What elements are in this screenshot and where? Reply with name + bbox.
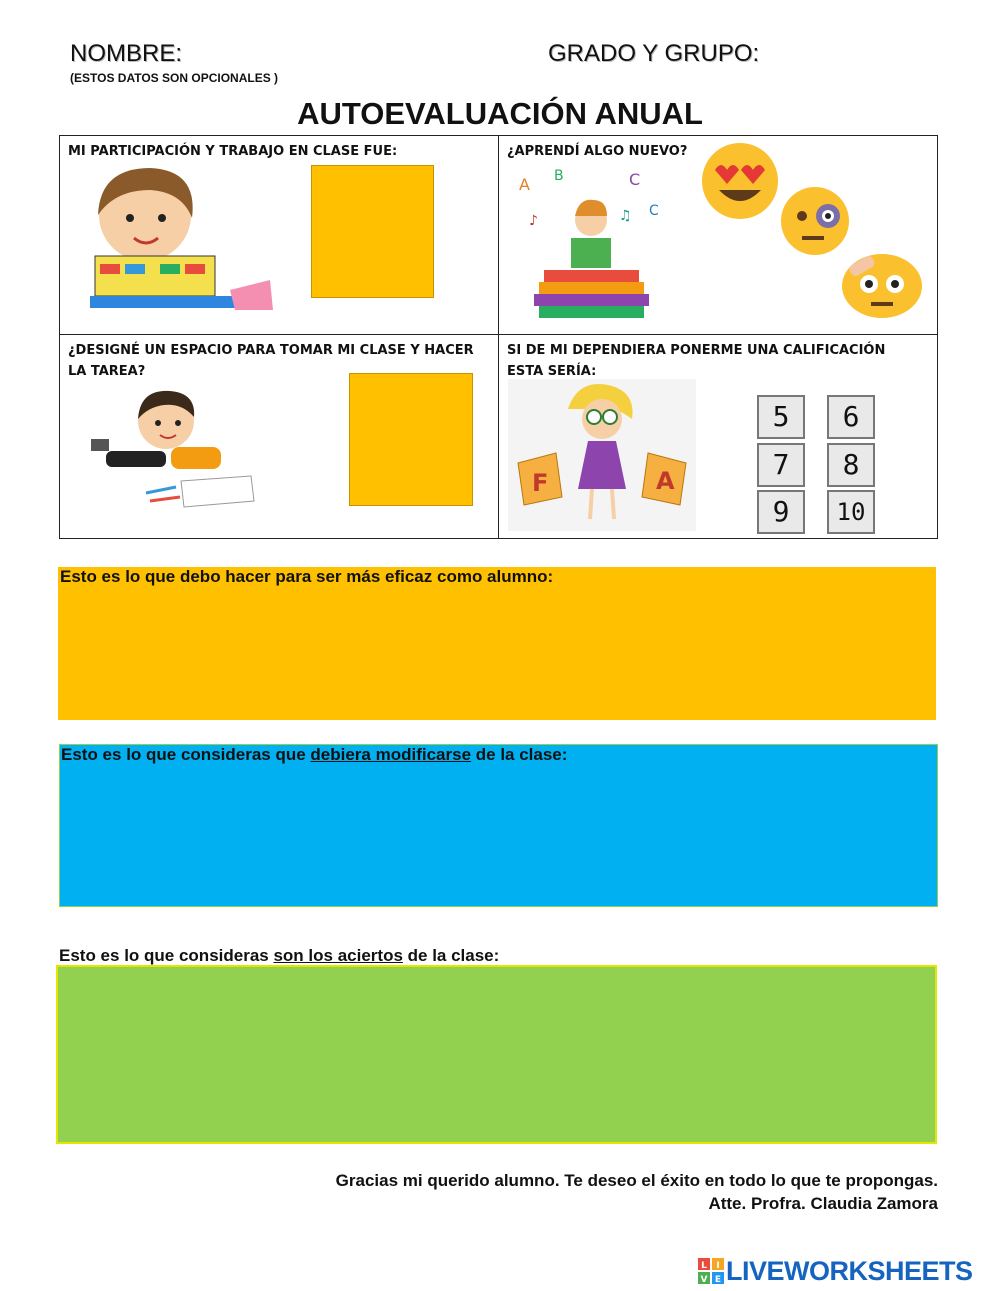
grade-option-7[interactable]: 7 — [757, 443, 805, 487]
participation-answer-box[interactable] — [311, 165, 434, 298]
svg-text:C: C — [629, 170, 641, 189]
svg-text:I: I — [716, 1261, 720, 1271]
svg-text:♫: ♫ — [619, 208, 632, 224]
grade-option-5[interactable]: 5 — [757, 395, 805, 439]
effectiveness-answer-area[interactable] — [58, 567, 936, 720]
hurt-emoji-icon[interactable] — [839, 248, 925, 318]
grade-option-9[interactable]: 9 — [757, 490, 805, 534]
optional-note: (ESTOS DATOS SON OPCIONALES ) — [70, 71, 279, 85]
svg-text:L: L — [701, 1261, 707, 1271]
heart-eyes-emoji-icon[interactable] — [699, 140, 781, 222]
svg-text:B: B — [554, 168, 564, 184]
study-space-answer-box[interactable] — [349, 373, 473, 506]
self-evaluation-grid — [59, 135, 938, 539]
svg-text:C: C — [649, 203, 659, 219]
modifications-answer-area[interactable] — [59, 744, 938, 907]
girl-holding-grades-illustration — [508, 379, 696, 531]
effectiveness-label: Esto es lo que debo hacer para ser más eficaz como alumno: — [60, 567, 554, 586]
liveworksheets-logo-icon — [698, 1258, 724, 1284]
grade-group-label: GRADO Y GRUPO: — [548, 40, 760, 67]
successes-answer-area[interactable] — [56, 965, 937, 1144]
modifications-label-suffix: de la clase: — [471, 745, 568, 764]
participation-label: MI PARTICIPACIÓN Y TRABAJO EN CLASE FUE: — [68, 144, 398, 159]
modifications-label — [61, 745, 567, 765]
successes-label-prefix: Esto es lo que consideras — [59, 946, 274, 965]
self-grade-label-line1: SI DE MI DEPENDIERA PONERME UNA CALIFICACIÓN — [507, 343, 886, 358]
successes-label-underlined: son los aciertos — [273, 946, 403, 965]
self-grade-label — [507, 340, 885, 382]
svg-text:♪: ♪ — [529, 213, 538, 229]
self-grade-label-line2: ESTA SERÍA: — [507, 364, 597, 379]
successes-label-suffix: de la clase: — [402, 946, 500, 965]
study-space-label-line1: ¿DESIGNÉ UN ESPACIO PARA TOMAR MI CLASE Y HACER — [68, 343, 474, 358]
name-label: NOMBRE: — [70, 40, 183, 67]
grade-option-8[interactable]: 8 — [827, 443, 875, 487]
svg-text:V: V — [700, 1275, 708, 1284]
a-letter: A — [656, 467, 675, 495]
study-space-cell — [60, 335, 499, 538]
modifications-label-prefix: Esto es lo que consideras que — [61, 745, 311, 764]
grade-option-10[interactable]: 10 — [827, 490, 875, 534]
closing-message: Gracias mi querido alumno. Te deseo el éxito en todo lo que te propongas. — [335, 1171, 938, 1190]
teacher-signature: Atte. Profra. Claudia Zamora — [708, 1194, 938, 1213]
modifications-label-underlined: debiera modificarse — [310, 745, 472, 764]
study-space-label-line2: LA TAREA? — [68, 364, 146, 379]
f-letter: F — [532, 469, 549, 497]
self-grade-cell — [499, 335, 937, 538]
liveworksheets-logo — [698, 1257, 994, 1285]
participation-cell — [60, 136, 499, 335]
boy-reading-illustration — [70, 160, 275, 310]
liveworksheets-logo-text: LIVEWORKSHEETS — [726, 1256, 973, 1286]
svg-text:E: E — [714, 1275, 722, 1284]
svg-text:A: A — [519, 175, 530, 194]
page-title: AUTOEVALUACIÓN ANUAL — [297, 96, 703, 131]
boy-drawing-illustration — [86, 381, 256, 509]
successes-label — [59, 946, 499, 966]
child-on-books-illustration — [509, 160, 674, 320]
learned-cell — [499, 136, 937, 335]
grade-option-6[interactable]: 6 — [827, 395, 875, 439]
learned-label: ¿APRENDÍ ALGO NUEVO? — [507, 144, 688, 159]
